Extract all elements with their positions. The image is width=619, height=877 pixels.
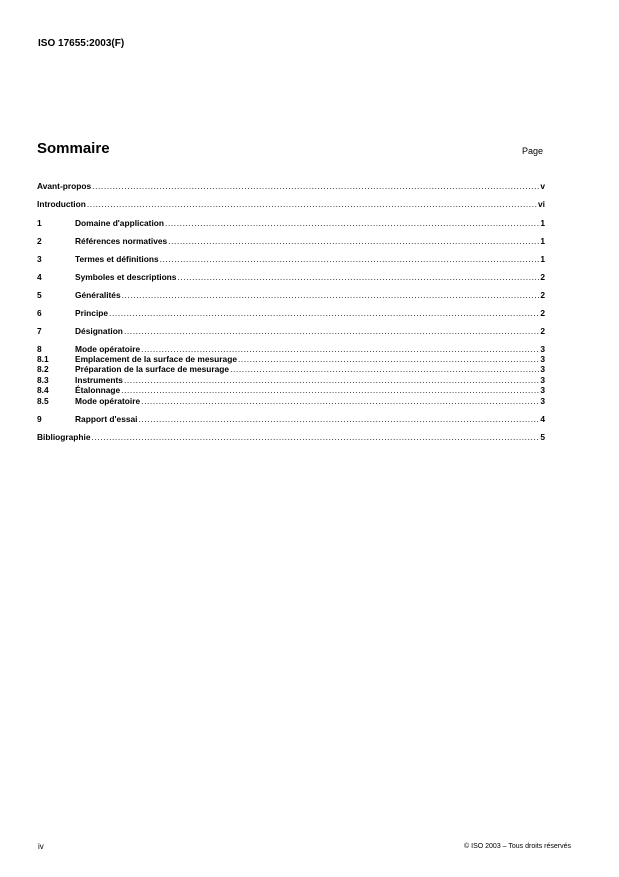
- toc-entry-page: 3: [540, 364, 545, 374]
- page-number: iv: [38, 842, 44, 851]
- dot-leader: [177, 272, 539, 282]
- toc-entry[interactable]: [37, 254, 545, 264]
- dot-leader: [141, 396, 539, 406]
- toc-entry[interactable]: [37, 308, 545, 318]
- page-column-label: Page: [522, 146, 544, 156]
- toc-entry-number: 4: [37, 272, 42, 282]
- toc-entry-number: 3: [37, 254, 42, 264]
- toc-entry[interactable]: [37, 354, 545, 364]
- toc-entry[interactable]: [37, 432, 545, 442]
- toc-entry-page: 3: [540, 354, 545, 364]
- toc-entry[interactable]: [37, 181, 545, 191]
- toc-entry-label: Termes et définitions: [75, 254, 159, 264]
- toc-entry-page: 2: [540, 308, 545, 318]
- toc-entry-page: vi: [538, 199, 545, 209]
- toc-entry-page: v: [540, 181, 545, 191]
- toc-entry[interactable]: [37, 375, 545, 385]
- toc-entry-page: 3: [540, 396, 545, 406]
- toc-entry-label: Mode opératoire: [75, 396, 141, 406]
- toc-entry-label: Références normatives: [75, 236, 168, 246]
- toc-entry-label: Domaine d'application: [75, 218, 165, 228]
- toc-entry-number: 2: [37, 236, 42, 246]
- toc-entry[interactable]: [37, 414, 545, 424]
- toc-entry-label: Avant-propos: [37, 181, 92, 191]
- toc-entry[interactable]: [37, 290, 545, 300]
- dot-leader: [109, 308, 539, 318]
- toc-entry-page: 1: [540, 236, 545, 246]
- dot-leader: [121, 385, 539, 395]
- dot-leader: [238, 354, 539, 364]
- toc-entry-page: 3: [540, 385, 545, 395]
- toc-entry-page: 3: [540, 375, 545, 385]
- toc-entry-page: 3: [540, 344, 545, 354]
- toc-entry-label: Emplacement de la surface de mesurage: [75, 354, 237, 364]
- toc-entry-label: Étalonnage: [75, 385, 121, 395]
- toc-entry-number: 8: [37, 344, 42, 354]
- toc-entry-label: Rapport d'essai: [75, 414, 138, 424]
- dot-leader: [141, 344, 539, 354]
- dot-leader: [139, 414, 540, 424]
- toc-entry-page: 2: [540, 326, 545, 336]
- toc-entry-number: 1: [37, 218, 42, 228]
- toc-entry-label: Instruments: [75, 375, 123, 385]
- dot-leader: [122, 290, 540, 300]
- toc-entry[interactable]: [37, 344, 545, 354]
- toc-entry-page: 2: [540, 272, 545, 282]
- toc-entry-number: 6: [37, 308, 42, 318]
- copyright-notice: © ISO 2003 – Tous droits réservés: [464, 843, 571, 850]
- dot-leader: [230, 364, 539, 374]
- toc-entry-page: 2: [540, 290, 545, 300]
- dot-leader: [124, 375, 539, 385]
- dot-leader: [160, 254, 540, 264]
- toc-entry[interactable]: [37, 199, 545, 209]
- toc-entry-number: 8.4: [37, 385, 49, 395]
- document-id: ISO 17655:2003(F): [38, 38, 125, 49]
- dot-leader: [124, 326, 539, 336]
- toc-entry-number: 8.5: [37, 396, 49, 406]
- toc-entry-page: 4: [540, 414, 545, 424]
- toc-entry-label: Mode opératoire: [75, 344, 141, 354]
- toc-entry-label: Introduction: [37, 199, 86, 209]
- toc-entry-page: 1: [540, 218, 545, 228]
- toc-entry[interactable]: [37, 364, 545, 374]
- toc-entry-number: 8.1: [37, 354, 49, 364]
- toc-entry[interactable]: [37, 218, 545, 228]
- toc-entry-label: Principe: [75, 308, 109, 318]
- toc-entry[interactable]: [37, 385, 545, 395]
- toc-entry-number: 7: [37, 326, 42, 336]
- toc-entry[interactable]: [37, 326, 545, 336]
- toc-entry[interactable]: [37, 272, 545, 282]
- toc-entry-page: 1: [540, 254, 545, 264]
- toc-entry-number: 5: [37, 290, 42, 300]
- toc-entry-label: Désignation: [75, 326, 123, 336]
- toc-entry-label: Symboles et descriptions: [75, 272, 177, 282]
- dot-leader: [92, 181, 539, 191]
- dot-leader: [87, 199, 537, 209]
- toc-entry-number: 9: [37, 414, 42, 424]
- dot-leader: [168, 236, 539, 246]
- toc-entry-label: Bibliographie: [37, 432, 91, 442]
- toc-entry-number: 8.2: [37, 364, 49, 374]
- toc-entry-label: Généralités: [75, 290, 121, 300]
- toc-entry[interactable]: [37, 236, 545, 246]
- toc-entry-number: 8.3: [37, 375, 49, 385]
- toc-entry[interactable]: [37, 396, 545, 406]
- toc-title: Sommaire: [37, 140, 110, 157]
- dot-leader: [165, 218, 539, 228]
- toc-entry-page: 5: [540, 432, 545, 442]
- toc-entry-label: Préparation de la surface de mesurage: [75, 364, 230, 374]
- dot-leader: [92, 432, 540, 442]
